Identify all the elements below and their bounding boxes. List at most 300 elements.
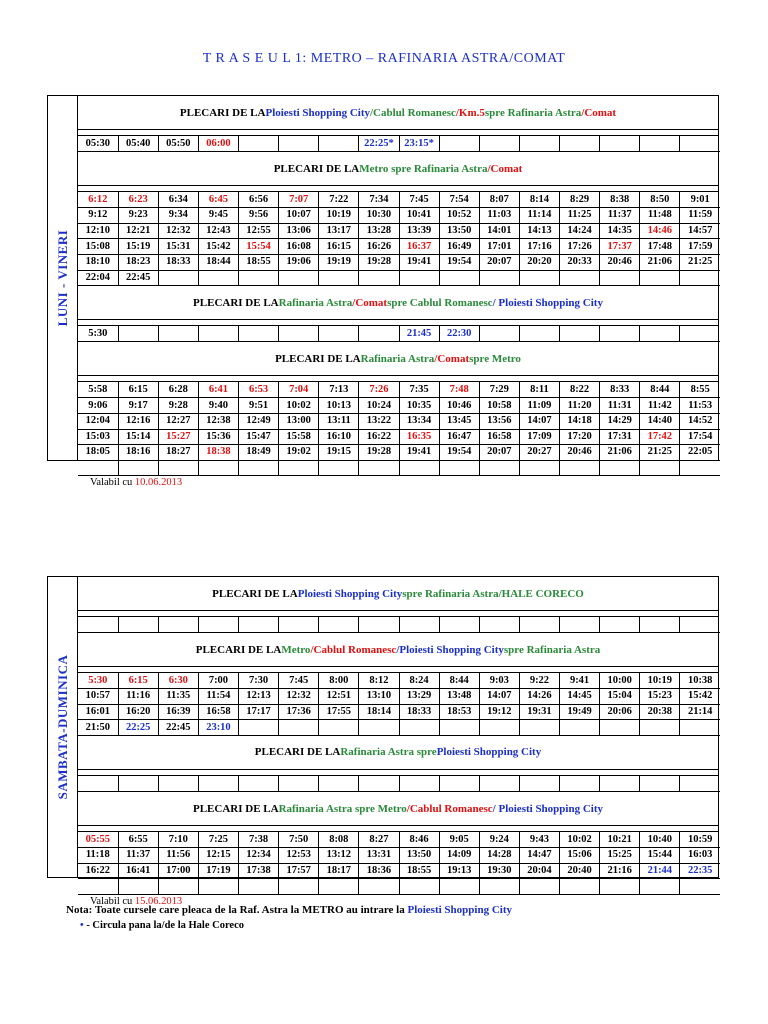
departure-time: 18:53 (439, 704, 479, 720)
departure-time: 9:51 (239, 398, 279, 414)
departure-time: 18:44 (198, 254, 238, 270)
departure-time: 8:11 (519, 382, 559, 398)
departure-time: 18:23 (118, 254, 158, 270)
departure-time: 06:00 (198, 136, 238, 152)
departure-time: 8:44 (439, 673, 479, 689)
departure-time: 6:15 (118, 673, 158, 689)
departure-time: 17:31 (600, 429, 640, 445)
departure-time (118, 879, 158, 895)
departure-time: 11:56 (158, 848, 198, 864)
departure-time: 9:28 (158, 398, 198, 414)
departure-time: 9:22 (519, 673, 559, 689)
departure-time: 20:27 (519, 445, 559, 461)
departure-time (319, 617, 359, 633)
departure-time: 11:14 (519, 208, 559, 224)
departure-time: 16:41 (118, 863, 158, 879)
departure-time: 12:15 (198, 848, 238, 864)
departure-time: 13:50 (439, 223, 479, 239)
departure-time (239, 460, 279, 476)
departure-time: 13:50 (399, 848, 439, 864)
departure-time: 10:35 (399, 398, 439, 414)
departure-time: 17:01 (479, 239, 519, 255)
header-part: spre Rafinaria Astra (484, 106, 582, 119)
departure-time: 11:20 (560, 398, 600, 414)
departure-time (479, 326, 519, 342)
note-label: Nota: Toate cursele care pleaca de la Raf. Astra la METRO au intrare la (66, 904, 408, 916)
departure-time (158, 270, 198, 286)
departure-time: 19:12 (479, 704, 519, 720)
departure-time (279, 720, 319, 736)
departure-time: 19:13 (439, 863, 479, 879)
header-part: PLECARI DE LA (193, 296, 279, 309)
departure-time: 6:30 (158, 673, 198, 689)
header-part: PLECARI DE LA (275, 352, 361, 365)
departure-time (198, 270, 238, 286)
departure-time: 16:58 (198, 704, 238, 720)
departure-time (279, 617, 319, 633)
departure-time (158, 326, 198, 342)
timetable-grid (78, 136, 720, 152)
departure-time (239, 326, 279, 342)
table-row (78, 863, 720, 879)
departure-time: 8:29 (560, 192, 600, 208)
departure-time: 18:05 (78, 445, 118, 461)
weekday-side-label: LUNI - VINERI (48, 96, 78, 460)
departure-time: 10:19 (640, 673, 680, 689)
departure-time: 7:25 (198, 832, 238, 848)
weekend-content (78, 577, 718, 910)
departure-time: 8:00 (319, 673, 359, 689)
table-row (78, 239, 720, 255)
departure-time: 15:06 (560, 848, 600, 864)
departure-time: 15:19 (118, 239, 158, 255)
header-part: Metro (281, 643, 311, 656)
departure-time: 16:26 (359, 239, 399, 255)
table-row (78, 270, 720, 286)
header-part: spre Cablul Romanesc (387, 296, 493, 309)
departure-time: 15:36 (198, 429, 238, 445)
departure-time: 8:50 (640, 192, 680, 208)
section-header (78, 736, 718, 770)
weekday-content (78, 96, 718, 491)
departure-time: 7:54 (439, 192, 479, 208)
departure-time: 8:12 (359, 673, 399, 689)
departure-time: 17:55 (319, 704, 359, 720)
departure-time: 20:38 (640, 704, 680, 720)
departure-time: 14:47 (519, 848, 559, 864)
departure-time (319, 460, 359, 476)
departure-time: 22:04 (78, 270, 118, 286)
departure-time: 8:24 (399, 673, 439, 689)
departure-time (640, 720, 680, 736)
weekend-schedule (47, 576, 719, 907)
departure-time: 11:37 (600, 208, 640, 224)
header-part: PLECARI DE LA (195, 643, 282, 656)
departure-time (680, 776, 720, 792)
departure-time: 17:59 (680, 239, 720, 255)
departure-time: 11:42 (640, 398, 680, 414)
departure-time (519, 136, 559, 152)
departure-time (519, 460, 559, 476)
header-part: Rafinaria Astra spre Metro (278, 802, 407, 815)
departure-time: 17:36 (279, 704, 319, 720)
timetable-grid (78, 673, 720, 736)
departure-time: 17:54 (680, 429, 720, 445)
departure-time (198, 617, 238, 633)
header-part: Rafinaria Astra (278, 296, 353, 309)
departure-time: 16:35 (399, 429, 439, 445)
departure-time: 15:23 (640, 689, 680, 705)
departure-time: 8:44 (640, 382, 680, 398)
departure-time: 11:48 (640, 208, 680, 224)
departure-time: 16:22 (78, 863, 118, 879)
departure-time (479, 460, 519, 476)
departure-time: 10:38 (680, 673, 720, 689)
footnote-text: - Circula pana la/de la Hale Coreco (83, 920, 244, 931)
departure-time: 21:14 (680, 704, 720, 720)
departure-time: 05:30 (78, 136, 118, 152)
departure-time (198, 879, 238, 895)
departure-time (640, 460, 680, 476)
departure-time: 9:05 (439, 832, 479, 848)
departure-time (279, 136, 319, 152)
departure-time (519, 776, 559, 792)
departure-time (680, 879, 720, 895)
departure-time: 7:30 (239, 673, 279, 689)
departure-time: 12:27 (158, 413, 198, 429)
departure-time: 14:18 (560, 413, 600, 429)
departure-time: 14:07 (479, 689, 519, 705)
departure-time: 15:54 (239, 239, 279, 255)
departure-time: 14:29 (600, 413, 640, 429)
section-header (78, 792, 718, 826)
departure-time: 22:45 (158, 720, 198, 736)
table-row (78, 673, 720, 689)
departure-time: 10:21 (600, 832, 640, 848)
departure-time: 18:33 (158, 254, 198, 270)
departure-time: 13:10 (359, 689, 399, 705)
departure-time: 18:49 (239, 445, 279, 461)
table-row (78, 776, 720, 792)
departure-time: 10:19 (319, 208, 359, 224)
departure-time: 18:17 (319, 863, 359, 879)
departure-time: 14:52 (680, 413, 720, 429)
table-row (78, 879, 720, 895)
departure-time: 13:22 (359, 413, 399, 429)
departure-time: 20:40 (560, 863, 600, 879)
departure-time: 16:20 (118, 704, 158, 720)
valid-label: Valabil cu (90, 895, 135, 907)
departure-time: 17:19 (198, 863, 238, 879)
departure-time: 13:48 (439, 689, 479, 705)
departure-time (158, 617, 198, 633)
departure-time: 19:19 (319, 254, 359, 270)
departure-time: 6:15 (118, 382, 158, 398)
departure-time: 21:25 (680, 254, 720, 270)
departure-time: 6:41 (198, 382, 238, 398)
departure-time: 11:25 (560, 208, 600, 224)
departure-time (640, 617, 680, 633)
departure-time: 13:34 (399, 413, 439, 429)
departure-time: 19:41 (399, 445, 439, 461)
timetable-grid (78, 382, 720, 476)
departure-time: 13:06 (279, 223, 319, 239)
departure-time (439, 617, 479, 633)
departure-time: 23:15* (399, 136, 439, 152)
departure-time (560, 326, 600, 342)
departure-time: 16:01 (78, 704, 118, 720)
departure-time: 17:37 (600, 239, 640, 255)
header-part: spre Rafinaria Astra (503, 643, 601, 656)
departure-time: 7:45 (399, 192, 439, 208)
departure-time: 14:46 (640, 223, 680, 239)
departure-time: 17:16 (519, 239, 559, 255)
departure-time (479, 136, 519, 152)
timetable-grid (78, 832, 720, 895)
departure-time: 11:03 (479, 208, 519, 224)
departure-time: 14:09 (439, 848, 479, 864)
departure-time: 16:47 (439, 429, 479, 445)
departure-time: 6:56 (239, 192, 279, 208)
departure-time: 13:12 (319, 848, 359, 864)
header-part: /Cablul Romanesc (406, 802, 493, 815)
departure-time: 8:38 (600, 192, 640, 208)
departure-time: 9:03 (479, 673, 519, 689)
section-header (78, 342, 718, 376)
departure-time: 12:34 (239, 848, 279, 864)
departure-time: 16:49 (439, 239, 479, 255)
departure-time: 14:35 (600, 223, 640, 239)
table-row (78, 617, 720, 633)
header-part: /Km.5 (455, 106, 485, 119)
departure-time (78, 460, 118, 476)
departure-time: 6:12 (78, 192, 118, 208)
departure-time: 12:13 (239, 689, 279, 705)
header-part: PLECARI DE LA (212, 587, 298, 600)
table-row (78, 848, 720, 864)
departure-time (239, 617, 279, 633)
departure-time (600, 460, 640, 476)
departure-time: 9:43 (519, 832, 559, 848)
table-row (78, 413, 720, 429)
departure-time (239, 270, 279, 286)
header-part: PLECARI DE LA (273, 162, 360, 175)
departure-time (319, 720, 359, 736)
departure-time (279, 270, 319, 286)
departure-time: 7:45 (279, 673, 319, 689)
departure-time: 10:02 (279, 398, 319, 414)
departure-time: 9:40 (198, 398, 238, 414)
departure-time (600, 776, 640, 792)
departure-time (640, 136, 680, 152)
note (66, 904, 512, 916)
departure-time: 21:25 (640, 445, 680, 461)
departure-time: 5:30 (78, 326, 118, 342)
departure-time (279, 460, 319, 476)
departure-time (239, 879, 279, 895)
departure-time: 20:04 (519, 863, 559, 879)
departure-time: 18:33 (399, 704, 439, 720)
departure-time: 21:50 (78, 720, 118, 736)
departure-time (479, 720, 519, 736)
departure-time (600, 879, 640, 895)
departure-time: 16:22 (359, 429, 399, 445)
departure-time: 11:53 (680, 398, 720, 414)
table-row (78, 208, 720, 224)
table-row (78, 382, 720, 398)
departure-time: 19:49 (560, 704, 600, 720)
departure-time: 20:46 (560, 445, 600, 461)
departure-time (198, 776, 238, 792)
departure-time (359, 720, 399, 736)
departure-time: 11:31 (600, 398, 640, 414)
departure-time (118, 617, 158, 633)
departure-time: 10:58 (479, 398, 519, 414)
departure-time: 13:45 (439, 413, 479, 429)
departure-time (479, 270, 519, 286)
departure-time: 12:43 (198, 223, 238, 239)
departure-time: 18:10 (78, 254, 118, 270)
departure-time: 11:18 (78, 848, 118, 864)
departure-time: 10:02 (560, 832, 600, 848)
departure-time (560, 270, 600, 286)
departure-time: 15:03 (78, 429, 118, 445)
departure-time: 11:16 (118, 689, 158, 705)
departure-time: 8:14 (519, 192, 559, 208)
departure-time (560, 136, 600, 152)
departure-time: 17:57 (279, 863, 319, 879)
departure-time: 18:36 (359, 863, 399, 879)
departure-time (519, 879, 559, 895)
table-row (78, 460, 720, 476)
departure-time: 15:47 (239, 429, 279, 445)
departure-time (600, 720, 640, 736)
departure-time: 19:54 (439, 445, 479, 461)
departure-time: 22:05 (680, 445, 720, 461)
departure-time: 7:07 (279, 192, 319, 208)
departure-time: 13:11 (319, 413, 359, 429)
departure-time (600, 617, 640, 633)
departure-time: 6:23 (118, 192, 158, 208)
departure-time (118, 460, 158, 476)
header-part: /Comat (434, 352, 470, 365)
departure-time: 13:56 (479, 413, 519, 429)
departure-time (439, 879, 479, 895)
header-part: Ploiesti Shopping City (297, 587, 403, 600)
table-row (78, 689, 720, 705)
departure-time: 15:31 (158, 239, 198, 255)
departure-time (319, 270, 359, 286)
departure-time (680, 326, 720, 342)
timetable-grid (78, 192, 720, 286)
departure-time: 10:24 (359, 398, 399, 414)
departure-time: 18:16 (118, 445, 158, 461)
departure-time: 9:23 (118, 208, 158, 224)
table-row (78, 398, 720, 414)
departure-time: 16:08 (279, 239, 319, 255)
departure-time (560, 776, 600, 792)
departure-time: 7:00 (198, 673, 238, 689)
departure-time: 21:16 (600, 863, 640, 879)
departure-time: 13:00 (279, 413, 319, 429)
departure-time: 7:38 (239, 832, 279, 848)
departure-time: 22:25* (359, 136, 399, 152)
departure-time: 12:53 (279, 848, 319, 864)
departure-time (399, 720, 439, 736)
table-row (78, 136, 720, 152)
departure-time: 6:55 (118, 832, 158, 848)
header-part: Ploiesti Shopping City (436, 746, 542, 759)
departure-time: 22:35 (680, 863, 720, 879)
departure-time (680, 720, 720, 736)
departure-time: 15:44 (640, 848, 680, 864)
departure-time: 12:49 (239, 413, 279, 429)
departure-time: 19:28 (359, 445, 399, 461)
departure-time: 05:55 (78, 832, 118, 848)
departure-time: 10:13 (319, 398, 359, 414)
departure-time: 14:45 (560, 689, 600, 705)
departure-time (158, 776, 198, 792)
departure-time: 16:15 (319, 239, 359, 255)
departure-time: 14:57 (680, 223, 720, 239)
departure-time: 22:25 (118, 720, 158, 736)
departure-time: 15:08 (78, 239, 118, 255)
departure-time: 14:01 (479, 223, 519, 239)
departure-time: 9:12 (78, 208, 118, 224)
footnote (80, 920, 244, 931)
departure-time: 16:03 (680, 848, 720, 864)
departure-time: 8:08 (319, 832, 359, 848)
departure-time: 18:55 (239, 254, 279, 270)
departure-time: 5:58 (78, 382, 118, 398)
departure-time: 8:07 (479, 192, 519, 208)
departure-time: 7:34 (359, 192, 399, 208)
departure-time: 15:42 (680, 689, 720, 705)
departure-time (399, 270, 439, 286)
departure-time: 14:24 (560, 223, 600, 239)
departure-time: 9:45 (198, 208, 238, 224)
timetable-grid (78, 776, 720, 792)
departure-time: 15:27 (158, 429, 198, 445)
departure-time: 7:22 (319, 192, 359, 208)
bullet-icon: • (80, 920, 84, 931)
departure-time (359, 617, 399, 633)
header-part: Ploiesti Shopping City (265, 106, 370, 119)
departure-time (479, 617, 519, 633)
departure-time: 13:31 (359, 848, 399, 864)
departure-time: 23:10 (198, 720, 238, 736)
departure-time (239, 776, 279, 792)
table-row (78, 326, 720, 342)
departure-time (640, 879, 680, 895)
departure-time: 19:02 (279, 445, 319, 461)
departure-time (680, 617, 720, 633)
header-part: Metro spre Rafinaria Astra (359, 162, 488, 175)
departure-time (680, 136, 720, 152)
departure-time: 18:14 (359, 704, 399, 720)
departure-time: 12:32 (279, 689, 319, 705)
departure-time: 14:28 (479, 848, 519, 864)
departure-time: 8:46 (399, 832, 439, 848)
departure-time: 05:40 (118, 136, 158, 152)
departure-time: 19:28 (359, 254, 399, 270)
departure-time: 7:10 (158, 832, 198, 848)
departure-time: 20:06 (600, 704, 640, 720)
departure-time (399, 460, 439, 476)
departure-time: 8:27 (359, 832, 399, 848)
departure-time (158, 879, 198, 895)
departure-time: 10:57 (78, 689, 118, 705)
